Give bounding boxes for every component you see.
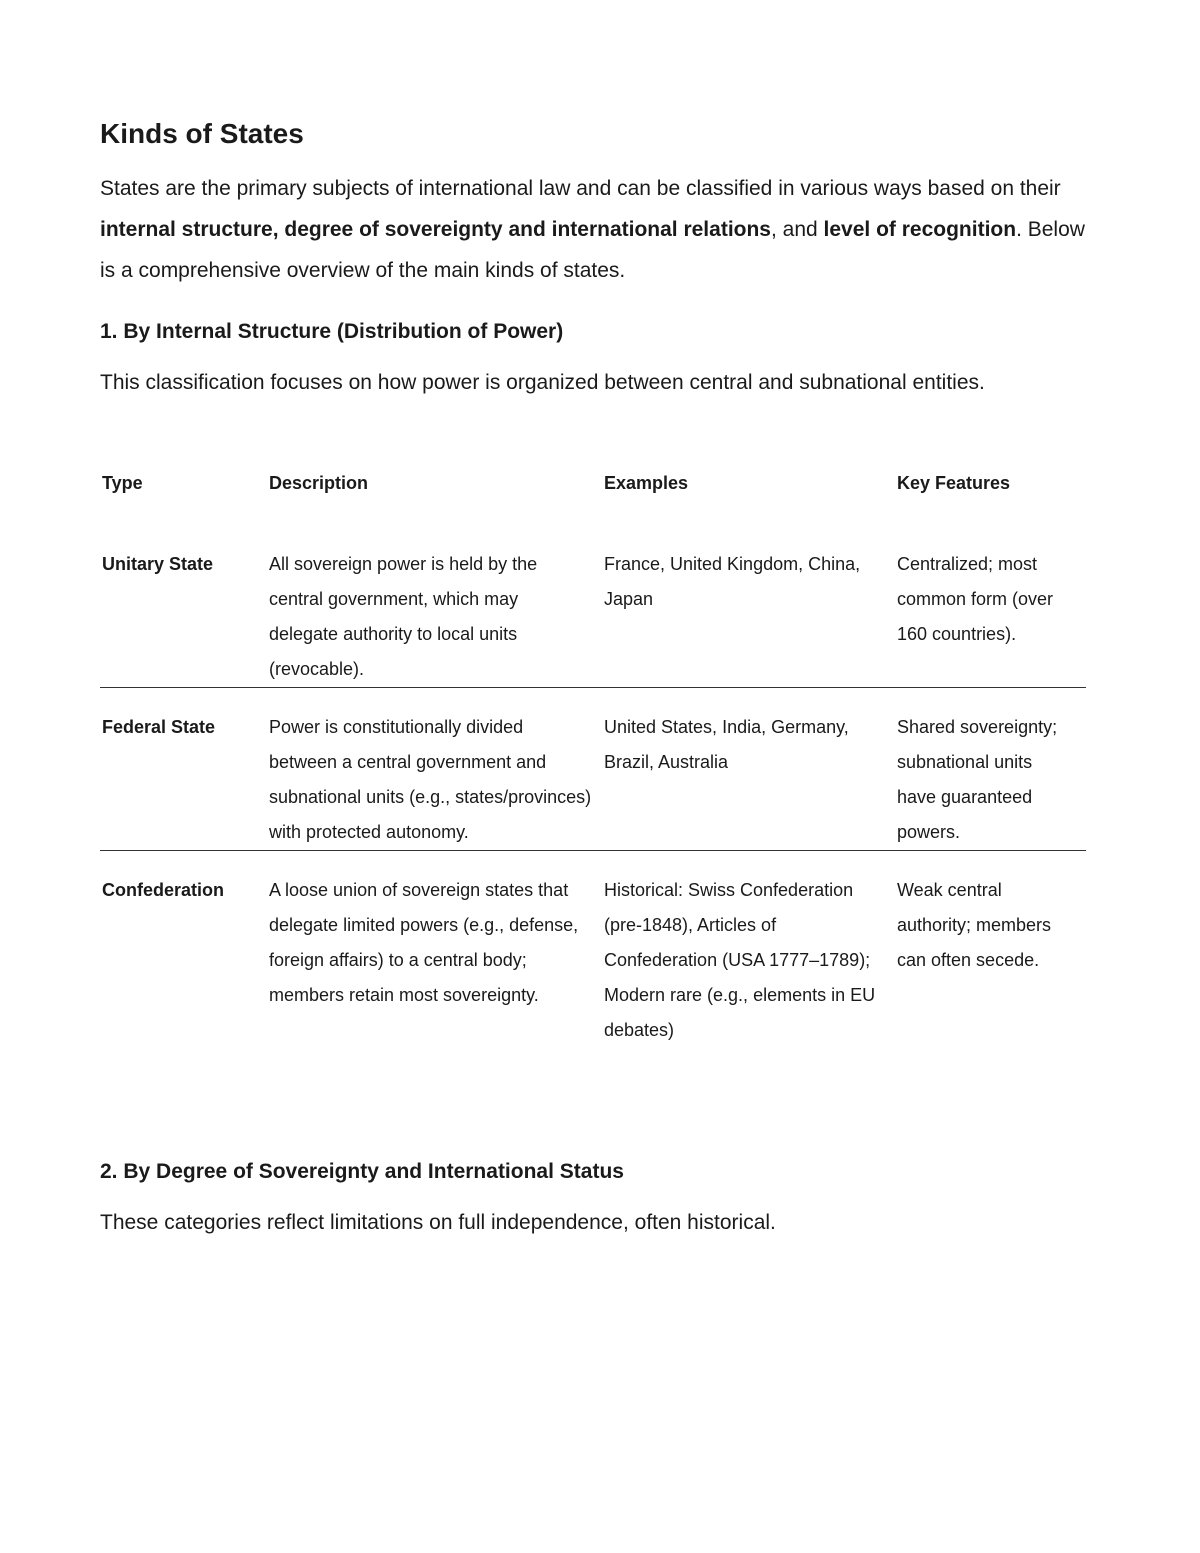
cell-examples: Historical: Swiss Confederation (pre-1848), Articles of Confederation (USA 1777–1789); Modern rare (e.g., elements in EU debates): [604, 880, 876, 1040]
kinds-of-states-table: [100, 464, 1086, 1048]
page-title: Kinds of States: [100, 118, 304, 149]
cell-type: Unitary State: [100, 525, 267, 688]
table-row: [100, 525, 1086, 688]
cell-features: Shared sovereignty; subnational units have guaranteed powers.: [895, 688, 1086, 851]
cell-features: Centralized; most common form (over 160 countries).: [895, 525, 1086, 688]
table-header-row: [100, 464, 1086, 525]
intro-bold-2: level of recognition: [823, 218, 1017, 241]
section-2-heading: 2. By Degree of Sovereignty and International Status: [100, 1160, 624, 1183]
section-1-description: This classification focuses on how power is organized between central and subnational entities.: [100, 371, 985, 394]
intro-text-3: . Below is a comprehensive overview of the main kinds of states.: [100, 218, 1085, 282]
cell-examples: United States, India, Germany, Brazil, Australia: [602, 688, 895, 851]
section-1-heading: 1. By Internal Structure (Distribution of Power): [100, 320, 564, 343]
table-row: [100, 688, 1086, 851]
intro-text-1: States are the primary subjects of international law and can be classified in various ways based on their: [100, 177, 1061, 200]
section-2-description: These categories reflect limitations on full independence, often historical.: [100, 1211, 776, 1234]
header-type: Type: [102, 473, 143, 493]
cell-type: Confederation: [102, 880, 225, 900]
header-key-features: Key Features: [897, 473, 1011, 493]
intro-text-2: , and: [771, 218, 824, 241]
table-row: [100, 851, 1086, 1049]
cell-type: Federal State: [100, 688, 267, 851]
cell-description: Power is constitutionally divided between a central government and subnational units (e.g., states/provinces) with protected autonomy.: [267, 688, 602, 851]
cell-examples: France, United Kingdom, China, Japan: [602, 525, 895, 688]
intro-paragraph: [100, 168, 1100, 291]
cell-description: All sovereign power is held by the central government, which may delegate authority to local units (revocable).: [267, 525, 602, 688]
cell-features: Weak central authority; members can often secede.: [897, 880, 1052, 970]
cell-description: A loose union of sovereign states that delegate limited powers (e.g., defense, foreign affairs) to a central body; members retain most sovereignty.: [269, 880, 579, 1005]
intro-bold-1: internal structure, degree of sovereignty and international relations: [100, 218, 771, 241]
header-description: Description: [269, 473, 369, 493]
header-examples: Examples: [604, 473, 689, 493]
